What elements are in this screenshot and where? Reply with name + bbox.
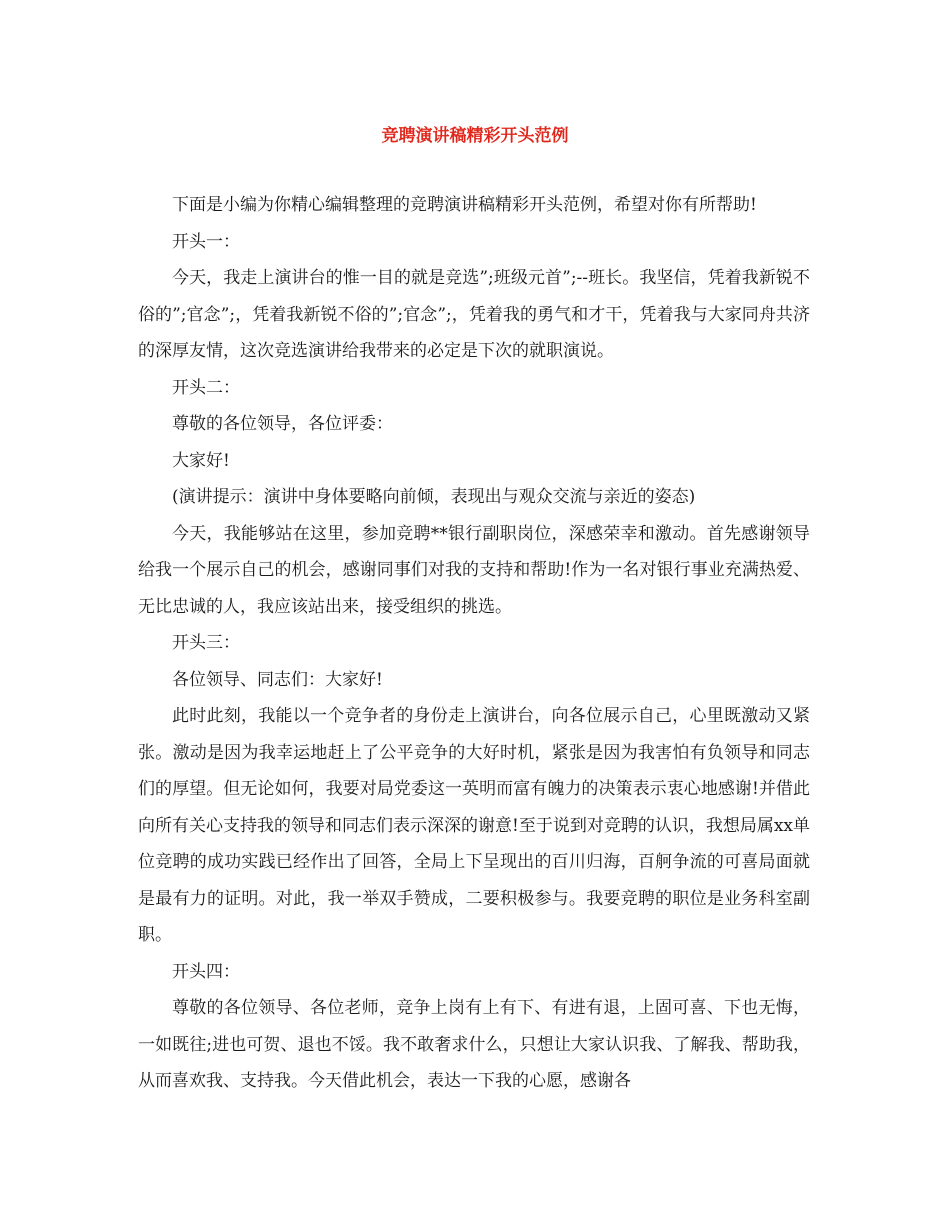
section-2-salutation: 尊敬的各位领导，各位评委：	[172, 414, 393, 434]
section-2-greeting: 大家好!	[172, 450, 230, 471]
section-3-salutation: 各位领导、同志们：大家好!	[172, 669, 383, 690]
section-heading-2: 开头二：	[172, 377, 240, 398]
section-heading-3: 开头三：	[172, 633, 240, 653]
section-2-hint: (演讲提示：演讲中身体要略向前倾，表现出与观众交流与亲近的姿态)	[172, 487, 696, 507]
section-1-paragraph: 今天，我走上演讲台的惟一目的就是竞选”;班级元首”;--班长。我坚信，凭着我新锐不俗的”;官念”;，凭着我新锐不俗的”;官念”;，凭着我的勇气和才干，凭着我与大家同舟共济的深厚友情，这次竞选演讲给我带来的必定是下次的就职演说。	[138, 268, 810, 361]
section-4-paragraph: 尊敬的各位领导、各位老师，竞争上岗有上有下、有进有退，上固可喜、下也无悔，一如既往;进也可贺、退也不馁。我不敢奢求什么，只想让大家认识我、了解我、帮助我，从而喜欢我、支持我。今天借此机会，表达一下我的心愿，感谢各	[138, 998, 810, 1091]
section-heading-4: 开头四：	[172, 961, 240, 982]
intro-paragraph: 下面是小编为你精心编辑整理的竞聘演讲稿精彩开头范例，希望对你有所帮助!	[172, 195, 757, 215]
section-heading-1: 开头一：	[172, 231, 240, 252]
document-body	[138, 187, 810, 1100]
document-title: 竞聘演讲稿精彩开头范例	[381, 126, 569, 146]
section-2-paragraph: 今天，我能够站在这里，参加竞聘**银行副职岗位，深感荣幸和激动。首先感谢领导给我一个展示自己的机会，感谢同事们对我的支持和帮助!作为一名对银行事业充满热爱、无比忠诚的人，我应该站出来，接受组织的挑选。	[138, 523, 810, 617]
section-3-paragraph: 此时此刻，我能以一个竞争者的身份走上演讲台，向各位展示自己，心里既激动又紧张。激动是因为我幸运地赶上了公平竞争的大好时机，紧张是因为我害怕有负领导和同志们的厚望。但无论如何，我要对局党委这一英明而富有魄力的决策表示衷心地感谢!并借此向所有关心支持我的领导和同志们表示深深的谢意!至于说到对竞聘的认识，我想局属xx单位竞聘的成功实践已经作出了回答，全局上下呈现出的百川归海，百舸争流的可喜局面就是最有力的证明。对此，我一举双手赞成，二要积极参与。我要竞聘的职位是业务科室副职。	[138, 706, 811, 945]
